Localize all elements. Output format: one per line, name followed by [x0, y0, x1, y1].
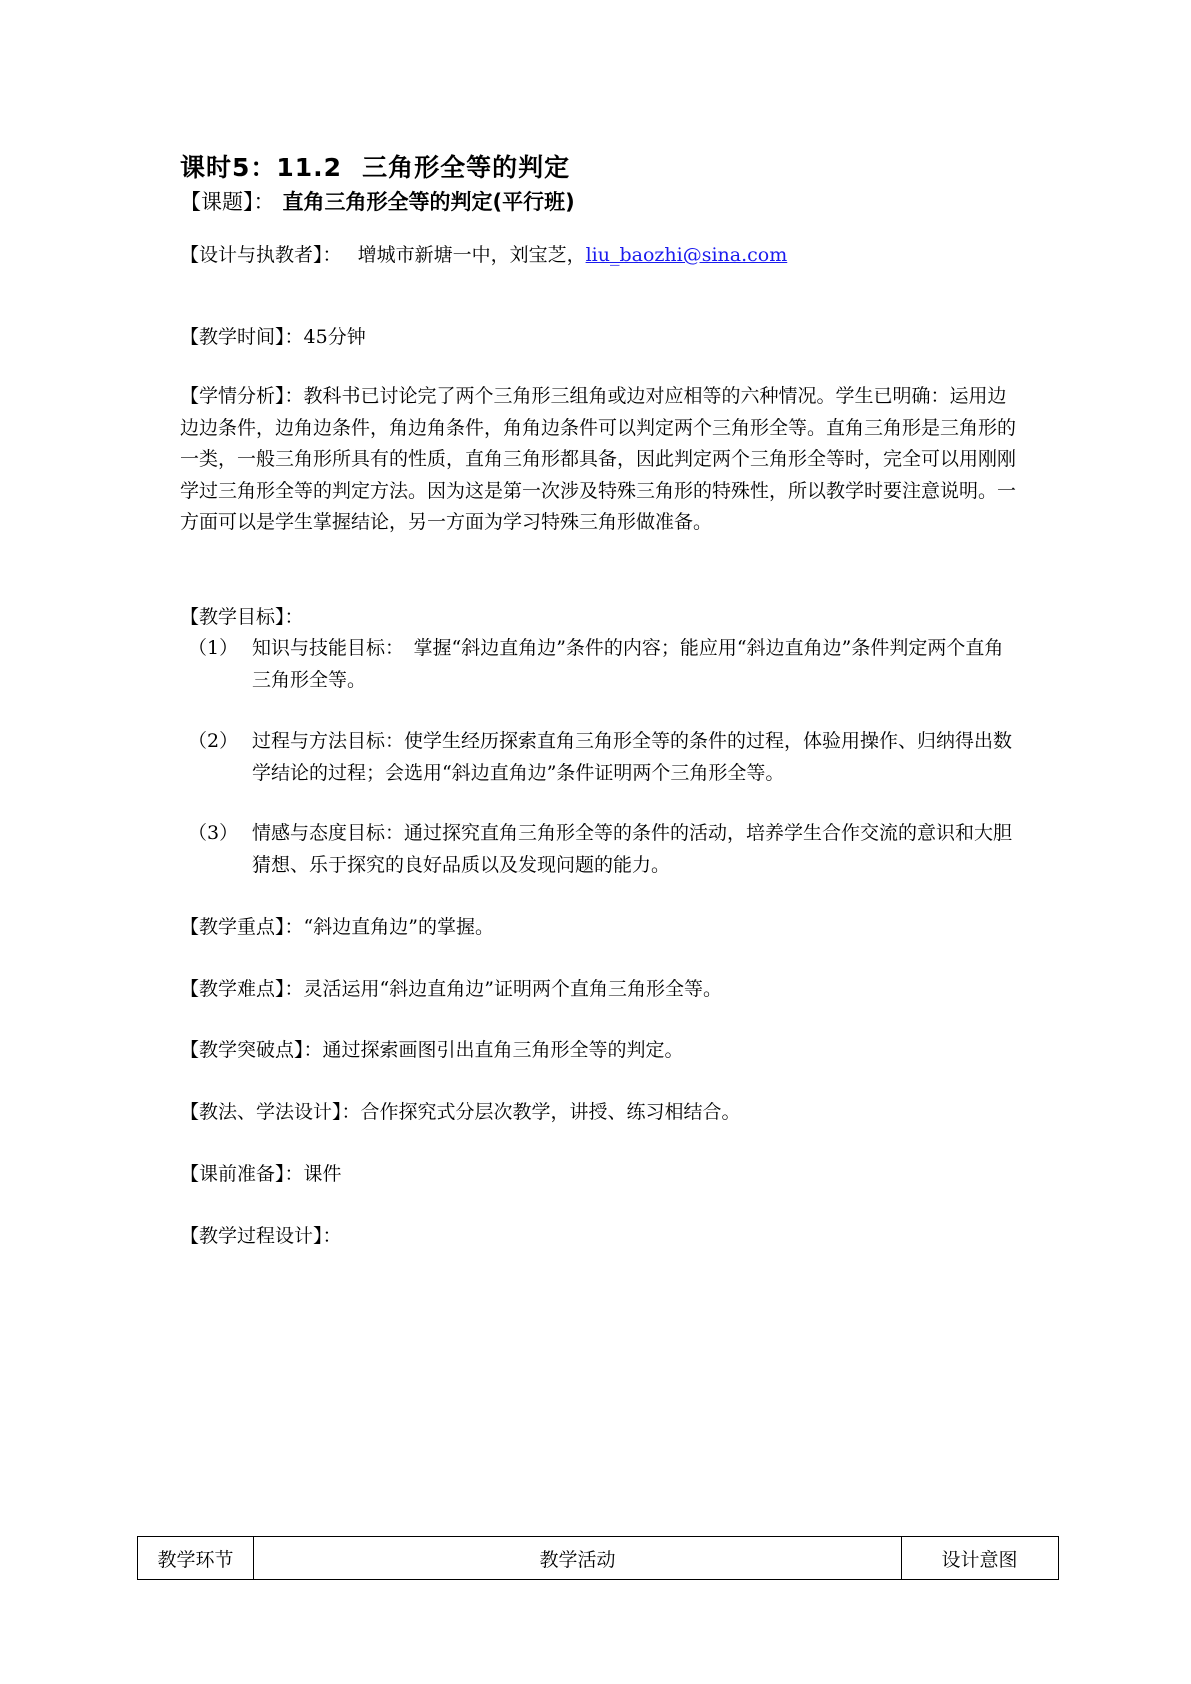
designer-value: 增城市新塘一中，刘宝芝， — [357, 244, 586, 266]
designer-email-link[interactable]: liu_baozhi@sina.com — [585, 244, 788, 266]
table-header-intent: 设计意图 — [941, 1548, 1018, 1571]
objectives-heading — [180, 602, 304, 629]
process-label: 【教学过程设计】： — [180, 1225, 342, 1247]
process-table — [137, 1536, 1059, 1580]
subject-label: 【课题】： — [180, 190, 275, 214]
key-point-value: “斜边直角边”的掌握。 — [303, 916, 494, 938]
objective-text: 过程与方法目标：使学生经历探索直角三角形全等的条件的过程，体验用操作、归纳得出数学结论的过程；会选用“斜边直角边”条件证明两个三角形全等。 — [252, 730, 1013, 784]
analysis-label: 【学情分析】： — [180, 385, 304, 407]
analysis-paragraph — [180, 381, 1020, 539]
breakthrough-value: 通过探索画图引出直角三角形全等的判定。 — [322, 1039, 684, 1061]
analysis-text: 教科书已讨论完了两个三角形三组角或边对应相等的六种情况。学生已明确：运用边边边条件，边角边条件，角边角条件，角角边条件可以判定两个三角形全等。直角三角形是三角形的一类，一般三角形所具有的性质，直角三角形都具备，因此判定两个三角形全等时，完全可以用刚刚学过三角形全等的判定方法。因为这是第一次涉及特殊三角形的特殊性，所以教学时要注意说明。一方面可以是学生掌握结论，另一方面为学习特殊三角形做准备。 — [180, 385, 1017, 533]
subject-row — [180, 186, 575, 216]
breakthrough-row — [180, 1035, 684, 1062]
method-value: 合作探究式分层次教学，讲授、练习相结合。 — [360, 1101, 741, 1123]
objectives-label: 【教学目标】： — [180, 606, 304, 628]
table-header-activity: 教学活动 — [254, 1537, 902, 1579]
key-point-row — [180, 912, 494, 939]
time-row — [180, 322, 366, 349]
objective-item-2 — [180, 726, 1020, 789]
objective-number: （3） — [188, 822, 239, 844]
method-row — [180, 1097, 741, 1124]
preparation-row — [180, 1159, 342, 1186]
objective-text: 知识与技能目标： 掌握“斜边直角边”条件的内容；能应用“斜边直角边”条件判定两个直角三角形全等。 — [252, 637, 1004, 691]
method-label: 【教法、学法设计】： — [180, 1101, 361, 1123]
objective-item-3 — [180, 818, 1020, 881]
preparation-value: 课件 — [303, 1163, 342, 1185]
difficulty-label: 【教学难点】： — [180, 978, 304, 1000]
objective-number: （1） — [188, 637, 239, 659]
breakthrough-label: 【教学突破点】： — [180, 1039, 323, 1061]
objective-number: （2） — [188, 730, 239, 752]
designer-row — [180, 240, 787, 267]
objective-text: 情感与态度目标：通过探究直角三角形全等的条件的活动，培养学生合作交流的意识和大胆猜想、乐于探究的良好品质以及发现问题的能力。 — [252, 822, 1013, 876]
lesson-title-prefix: 课时5：11.2 — [180, 153, 343, 182]
process-row — [180, 1221, 342, 1248]
difficulty-value: 灵活运用“斜边直角边”证明两个直角三角形全等。 — [303, 978, 722, 1000]
preparation-label: 【课前准备】： — [180, 1163, 304, 1185]
lesson-title-text: 三角形全等的判定 — [362, 153, 571, 182]
lesson-title — [180, 148, 570, 184]
table-header-stage: 教学环节 — [138, 1537, 254, 1579]
key-point-label: 【教学重点】： — [180, 916, 304, 938]
time-label: 【教学时间】： — [180, 326, 304, 348]
objective-item-1 — [180, 633, 1020, 696]
subject-value: 直角三角形全等的判定(平行班) — [282, 190, 575, 214]
difficulty-row — [180, 974, 722, 1001]
designer-label: 【设计与执教者】： — [180, 244, 342, 266]
time-value: 45分钟 — [303, 326, 366, 348]
